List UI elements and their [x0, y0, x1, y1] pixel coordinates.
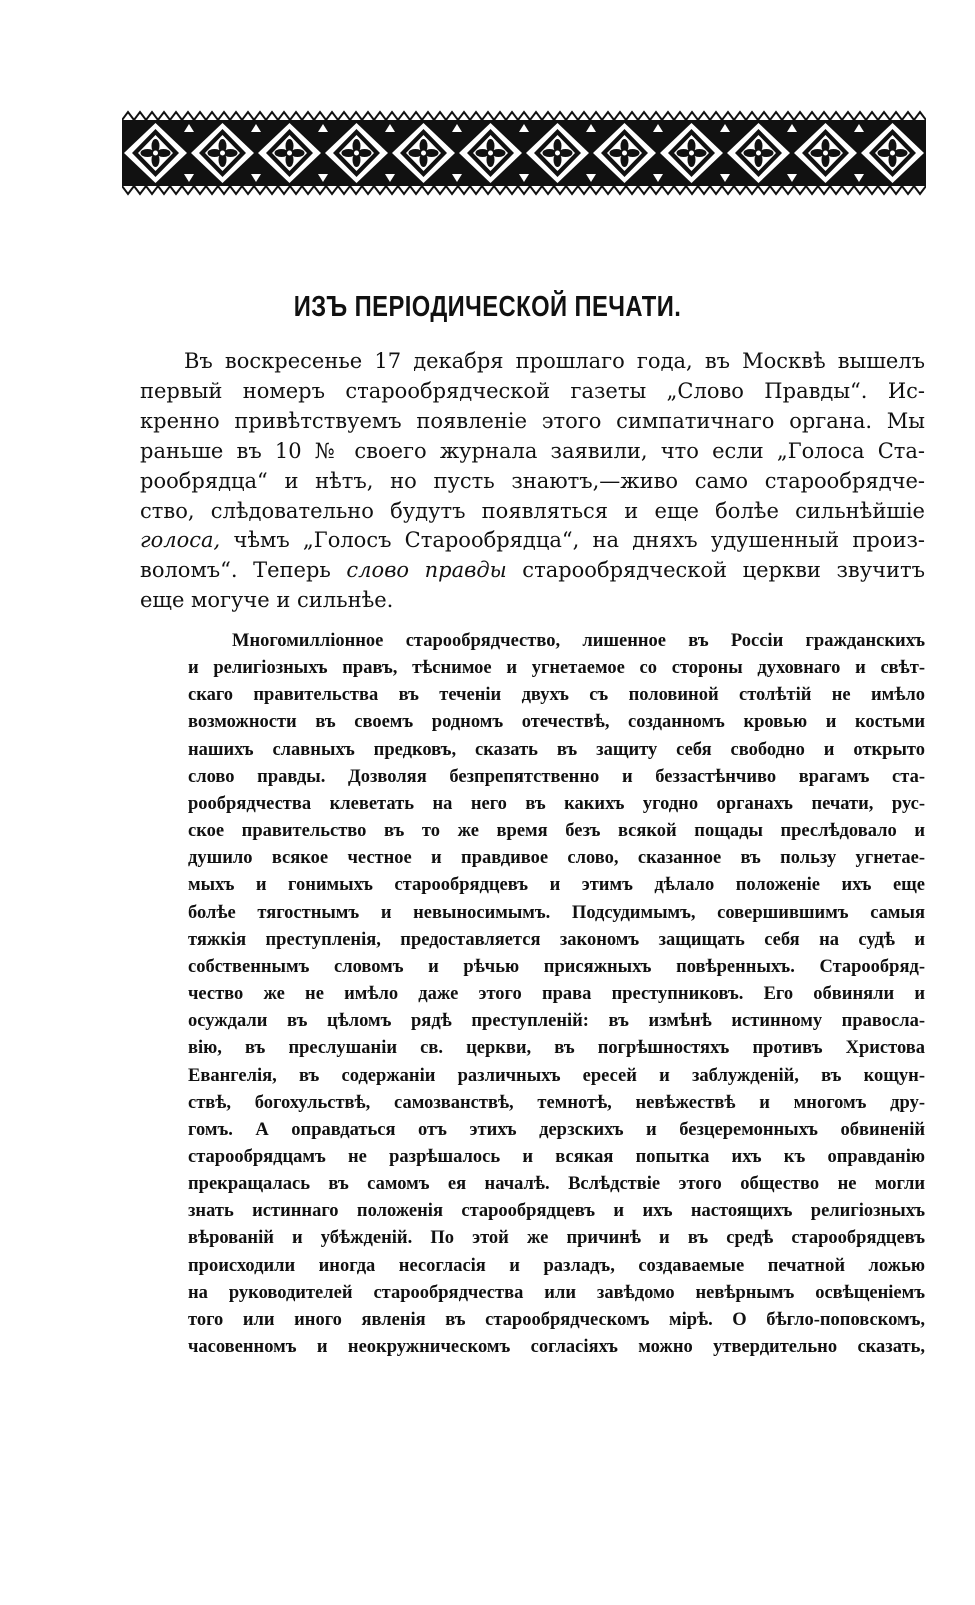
quote-line: происходили иногда несогласія и разладъ, создаваемые печатной ложью [188, 1255, 925, 1276]
lead-line [140, 556, 925, 586]
quote-line: вѣрованій и убѣжденій. По этой же причинѣ и въ средѣ старообрядцевъ [188, 1228, 925, 1249]
quote-line: ское правительство въ то же время безъ всякой пощады преслѣдовало и [188, 821, 925, 842]
quote-line: гомъ. А оправдаться отъ этихъ дерзскихъ и безцеремонныхъ обвиненій [188, 1119, 925, 1140]
lead-line: раньше въ 10 № своего журнала заявили, что если „Голоса Ста- [140, 438, 925, 463]
quote-line: скаго правительства въ теченіи двухъ съ половиной столѣтій не имѣло [188, 685, 925, 706]
lead-line: первый номеръ старообрядческой газеты „Слово Правды“. Ис- [140, 378, 925, 403]
quote-line: осуждали въ цѣломъ рядѣ преступленій: въ измѣнѣ истинному правосла- [188, 1011, 925, 1032]
lead-line: еще могуче и сильнѣе. [140, 588, 394, 613]
quote-line: чество же не имѣло даже этого права преступниковъ. Его обвиняли и [188, 984, 925, 1005]
quote-line: рообрядчества клеветать на него въ какихъ угодно органахъ печати, рус- [188, 793, 925, 814]
quote-line: возможности въ своемъ родномъ отечествѣ, созданномъ кровью и костьми [188, 712, 925, 733]
lead-line-text: старообрядческой церкви звучитъ [506, 558, 925, 583]
quote-line: мыхъ и гонимыхъ старообрядцевъ и этимъ дѣлало положеніе ихъ еще [188, 875, 925, 896]
quote-line: Евангелія, въ содержаніи различныхъ ересей и заблужденій, въ кощун- [188, 1065, 925, 1086]
ornament-graphic [122, 106, 926, 204]
lead-line-text: чѣмъ „Голосъ Старообрядца“, на дняхъ удушенный произ- [220, 528, 925, 553]
page-title: ИЗЪ ПЕРІОДИЧЕСКОЙ ПЕЧАТИ. [293, 291, 682, 323]
quote-line: старообрядцамъ не разрѣшалось и всякая попытка ихъ къ оправданію [188, 1146, 925, 1167]
quote-line: болѣе тягостнымъ и невыносимымъ. Подсудимымъ, совершившимъ самыя [188, 902, 925, 923]
quote-line: и религіозныхъ правъ, тѣснимое и угнетаемое со стороны духовнаго и свѣт- [188, 658, 925, 679]
quote-line: прекращалась въ самомъ ея началѣ. Вслѣдствіе этого общество не могли [188, 1174, 925, 1195]
lead-line [140, 526, 925, 556]
lead-line: кренно привѣтствуемъ появленіе этого симпатичнаго органа. Мы [140, 408, 925, 433]
quote-line: того или иного явленія въ старообрядческомъ мірѣ. О бѣгло-поповскомъ, [188, 1309, 925, 1330]
quote-line: душило всякое честное и правдивое слово, сказанное въ пользу угнетае- [188, 848, 925, 869]
lead-paragraph [140, 347, 925, 616]
lead-line: Въ воскресенье 17 декабря прошлаго года, въ Москвѣ вышелъ [184, 349, 925, 373]
lead-line: ство, слѣдовательно будутъ появляться и еще болѣе сильнѣйшіе [140, 498, 925, 523]
lead-line: рообрядца“ и нѣтъ, но пусть знаютъ,—живо само старообрядче- [140, 468, 925, 493]
quote-line: знать истиннаго положенія старообрядцевъ и ихъ настоящихъ религіозныхъ [188, 1201, 925, 1222]
lead-line-text: воломъ“. Теперь [140, 558, 347, 583]
quote-line: на руководителей старообрядчества или завѣдомо невѣрнымъ освѣщеніемъ [188, 1282, 925, 1303]
quoted-passage [188, 628, 925, 1361]
quote-line: нашихъ славныхъ предковъ, сказать въ защиту себя свободно и открыто [188, 739, 925, 760]
ornamental-headpiece [122, 106, 926, 204]
quote-line: ствѣ, богохульствѣ, самозванствѣ, темнотѣ, невѣжествѣ и многомъ дру- [188, 1092, 925, 1113]
quote-line: собственнымъ словомъ и рѣчью присяжныхъ повѣренныхъ. Старообряд- [188, 956, 925, 977]
quote-line: Многомилліонное старообрядчество, лишенное въ Россіи гражданскихъ [232, 631, 925, 651]
quote-line: вію, въ преслушаніи св. церкви, въ погрѣшностяхъ противъ Христова [188, 1038, 925, 1059]
italic-phrase: слово правды [346, 558, 507, 583]
quote-line: часовенномъ и неокружническомъ согласіяхъ можно утвердительно сказать, [188, 1337, 925, 1358]
italic-word: голоса, [140, 528, 221, 553]
quote-line: тяжкія преступленія, предоставляется закономъ защищать себя на судѣ и [188, 929, 925, 950]
quote-line: слово правды. Дозволяя безпрепятственно и беззастѣнчиво врагамъ ста- [188, 766, 925, 787]
